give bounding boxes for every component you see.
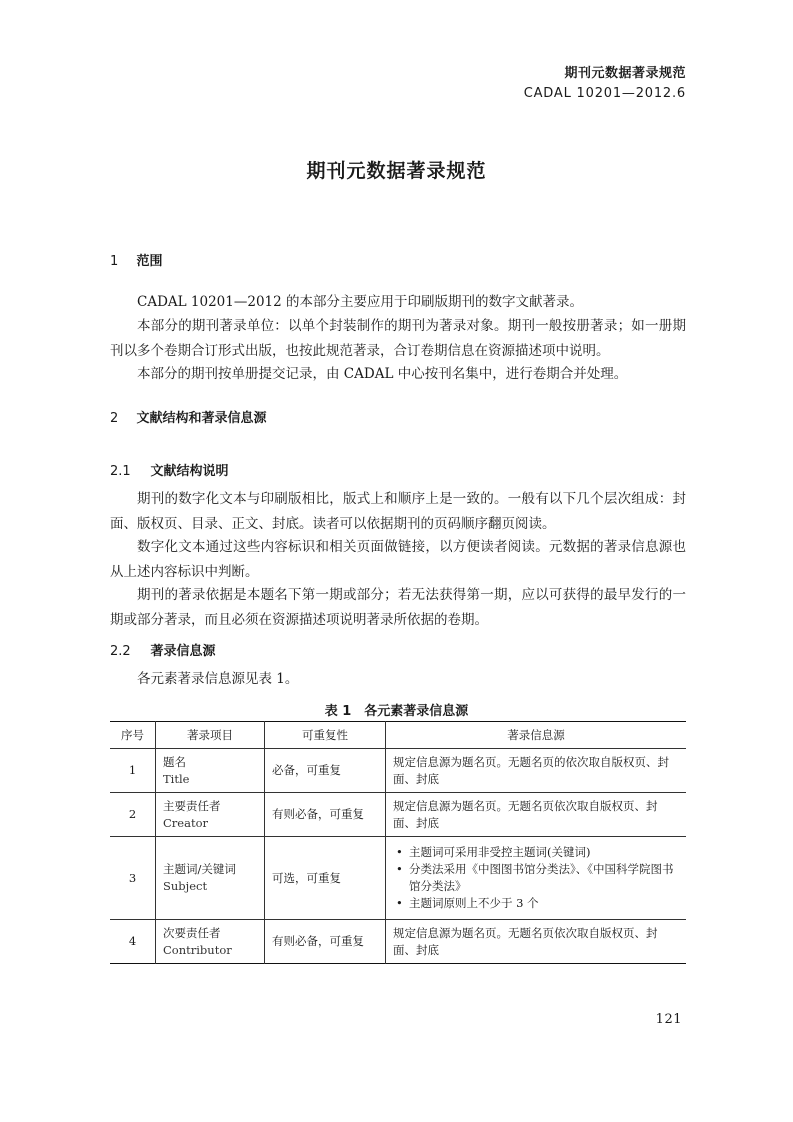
section-1-heading <box>110 250 163 269</box>
item-name-en: Title <box>163 771 190 786</box>
item-name-cn: 次要责任者 <box>163 925 221 940</box>
section-number: 1 <box>110 254 119 269</box>
section-title: 著录信息源 <box>150 644 216 659</box>
table-row <box>110 749 686 793</box>
section-number: 2.2 <box>110 644 131 659</box>
table-row <box>110 837 686 920</box>
item-name-cn: 主要责任者 <box>163 798 221 813</box>
paragraph: CADAL 10201—2012 的本部分主要应用于印刷版期刊的数字文献著录。 <box>137 294 584 310</box>
paragraph: 本部分的期刊著录单位：以单个封装制作的期刊为著录对象。期刊一般按册著录；如一册期刊以多个卷期合订形式出版，也按此规范著录，合订卷期信息在资源描述项中说明。 <box>110 318 686 359</box>
column-header-item: 著录项目 <box>156 722 265 749</box>
paragraph: 各元素著录信息源见表 1。 <box>137 671 299 687</box>
document-title: 期刊元数据著录规范 <box>306 160 487 182</box>
cell-item <box>156 793 265 837</box>
cell-repeatability: 必备，可重复 <box>265 749 386 793</box>
page-number: 121 <box>655 1012 682 1027</box>
item-name-en: Subject <box>163 879 208 893</box>
cell-repeatability: 可选，可重复 <box>265 837 386 920</box>
running-header-code: CADAL 10201—2012.6 <box>523 86 686 101</box>
item-name-cn: 主题词/关键词 <box>163 862 236 876</box>
paragraph: 数字化文本通过这些内容标识和相关页面做链接，以方便读者阅读。元数据的著录信息源也从上述内容标识中判断。 <box>110 539 686 580</box>
table-header-row <box>110 722 686 749</box>
cell-repeatability: 有则必备，可重复 <box>265 793 386 837</box>
cell-source <box>386 837 687 920</box>
cell-source: 规定信息源为题名页。无题名页依次取自版权页、封面、封底 <box>386 920 687 964</box>
cell-seq: 3 <box>110 837 156 920</box>
cell-item <box>156 837 265 920</box>
item-name-cn: 题名 <box>163 754 186 769</box>
table-caption: 表 1 各元素著录信息源 <box>324 704 469 719</box>
table-row <box>110 793 686 837</box>
column-header-seq: 序号 <box>110 722 156 749</box>
section-2-2-heading <box>110 640 216 659</box>
list-item: • 主题词原则上不少于 3 个 <box>409 895 679 912</box>
paragraph: 期刊的数字化文本与印刷版相比，版式上和顺序上是一致的。一般有以下几个层次组成：封面、版权页、目录、正文、封底。读者可以依据期刊的页码顺序翻页阅读。 <box>110 491 686 532</box>
section-title: 文献结构说明 <box>150 464 229 479</box>
section-title: 范围 <box>136 254 163 269</box>
section-2-heading <box>110 407 267 426</box>
section-number: 2 <box>110 411 119 426</box>
cell-seq: 4 <box>110 920 156 964</box>
cell-seq: 2 <box>110 793 156 837</box>
cell-source: 规定信息源为题名页。无题名页依次取自版权页、封面、封底 <box>386 793 687 837</box>
cell-item <box>156 749 265 793</box>
item-name-en: Contributor <box>163 942 232 957</box>
section-title: 文献结构和著录信息源 <box>136 411 267 426</box>
cell-item <box>156 920 265 964</box>
list-item: • 分类法采用《中图图书馆分类法》、《中国科学院图书馆分类法》 <box>409 861 679 895</box>
cell-repeatability: 有则必备，可重复 <box>265 920 386 964</box>
column-header-source: 著录信息源 <box>386 722 687 749</box>
cell-seq: 1 <box>110 749 156 793</box>
paragraph: 本部分的期刊按单册提交记录，由 CADAL 中心按刊名集中，进行卷期合并处理。 <box>137 366 628 382</box>
source-bullet-list <box>393 844 679 912</box>
section-number: 2.1 <box>110 464 131 479</box>
table-row <box>110 920 686 964</box>
list-item: • 主题词可采用非受控主题词(关键词) <box>409 844 679 861</box>
cell-source: 规定信息源为题名页。无题名页的依次取自版权页、封面、封底 <box>386 749 687 793</box>
section-2-1-heading <box>110 460 229 479</box>
metadata-source-table <box>110 721 686 964</box>
running-header-title: 期刊元数据著录规范 <box>564 66 686 81</box>
item-name-en: Creator <box>163 815 209 830</box>
column-header-repeatability: 可重复性 <box>265 722 386 749</box>
paragraph: 期刊的著录依据是本题名下第一期或部分；若无法获得第一期，应以可获得的最早发行的一期或部分著录，而且必须在资源描述项说明著录所依据的卷期。 <box>110 587 686 628</box>
